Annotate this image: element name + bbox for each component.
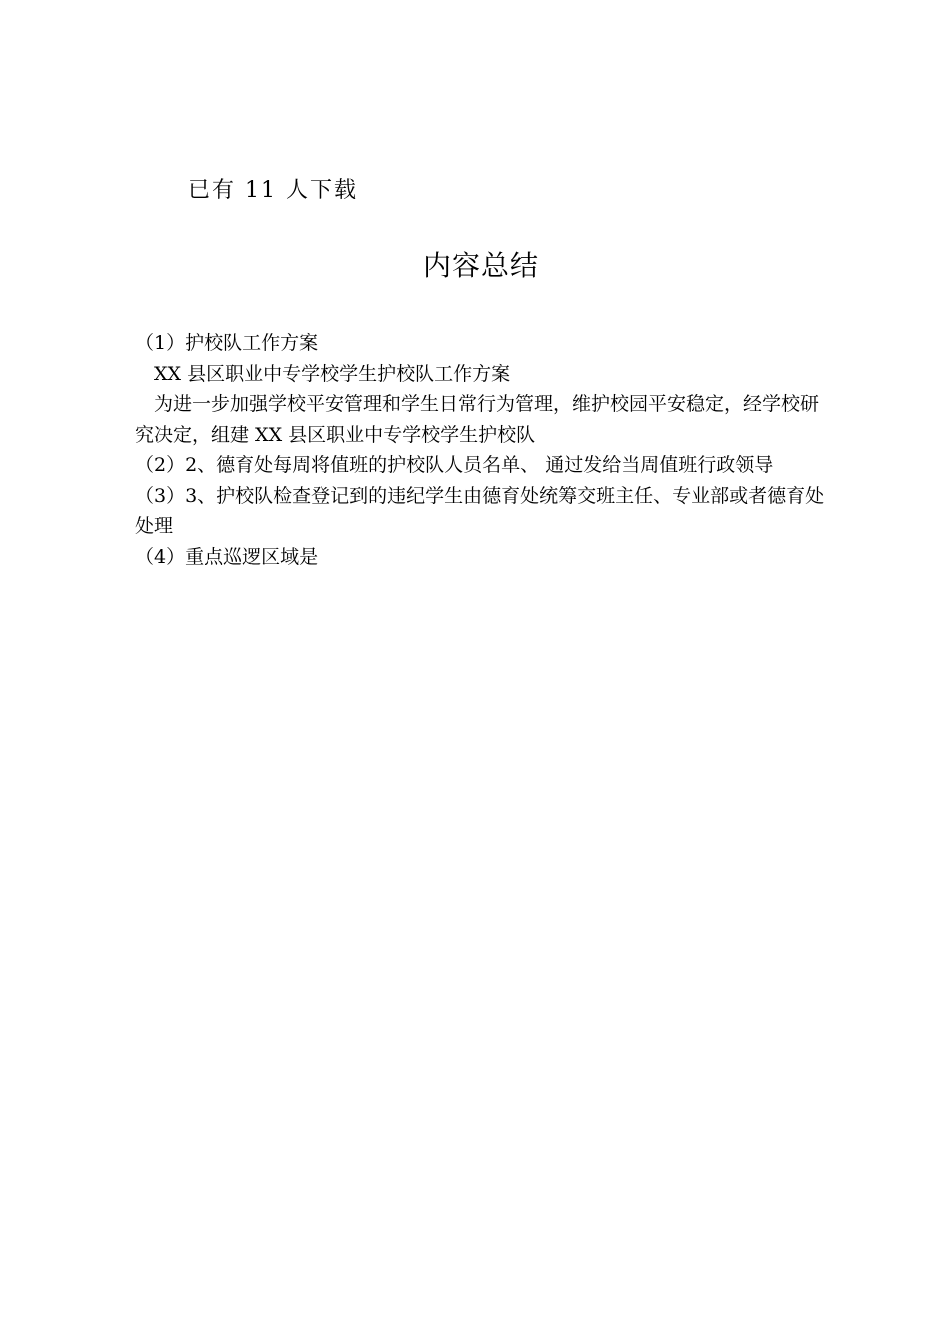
- summary-item-4: （4）重点巡逻区域是: [135, 545, 319, 568]
- summary-item-2: （2）2、德育处每周将值班的护校队人员名单、 通过发给当周值班行政领导: [135, 454, 774, 476]
- summary-content: [135, 328, 825, 572]
- summary-title: 内容总结: [422, 249, 539, 282]
- summary-item-1: （1）护校队工作方案: [135, 332, 319, 354]
- summary-item-3: （3）3、护校队检查登记到的违纪学生由德育处统筹交班主任、专业部或者德育处处理: [135, 484, 825, 537]
- plan-title-line: XX 县区职业中专学校学生护校队工作方案: [154, 362, 511, 385]
- plan-intro-paragraph: 为进一步加强学校平安管理和学生日常行为管理，维护校园平安稳定，经学校研究决定，组建 XX 县区职业中专学校学生护校队: [135, 393, 820, 446]
- download-count-text: 已有 11 人下载: [188, 178, 358, 203]
